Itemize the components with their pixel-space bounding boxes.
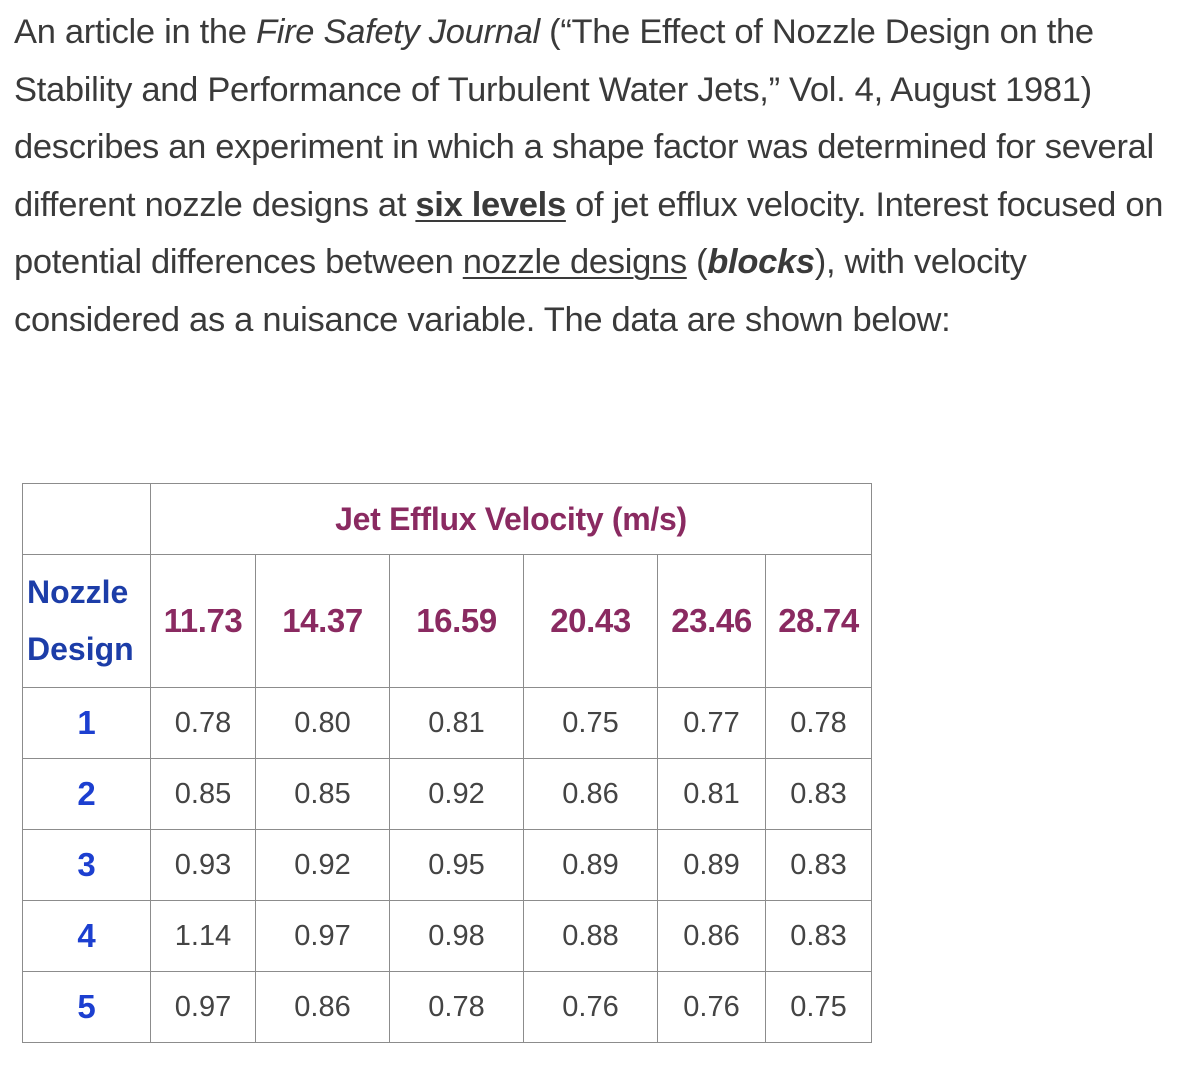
nozzle-design-label: 1 (23, 688, 151, 759)
problem-paragraph (14, 4, 1189, 350)
text-segment-5: ), with velocity considered as a nuisance variable. The data are shown below: (14, 243, 1027, 339)
table-cell: 0.89 (524, 830, 658, 901)
nozzle-designs-emphasis: nozzle designs (462, 243, 687, 282)
nozzle-header-line2: Design (27, 631, 134, 667)
table-cell: 0.83 (766, 901, 872, 972)
text-segment-4: ( (686, 243, 708, 282)
table-cell: 0.97 (151, 972, 256, 1043)
table-cell: 0.75 (524, 688, 658, 759)
empty-corner-cell (23, 484, 151, 555)
table-cell: 0.76 (658, 972, 766, 1043)
table-cell: 0.92 (256, 830, 390, 901)
nozzle-design-label: 3 (23, 830, 151, 901)
table-cell: 0.86 (524, 759, 658, 830)
text-segment-1: An article in the (14, 13, 256, 51)
nozzle-design-label: 5 (23, 972, 151, 1043)
table-cell: 0.85 (256, 759, 390, 830)
table-cell: 0.86 (256, 972, 390, 1043)
table-cell: 0.81 (390, 688, 524, 759)
table-header-row (23, 555, 872, 688)
data-table (22, 483, 872, 1043)
table-title-row (23, 484, 872, 555)
table-cell: 0.81 (658, 759, 766, 830)
table-row (23, 830, 872, 901)
table-cell: 0.98 (390, 901, 524, 972)
table-cell: 0.78 (390, 972, 524, 1043)
blocks-emphasis: blocks (707, 243, 815, 282)
nozzle-header-line1: Nozzle (27, 574, 129, 610)
table-cell: 0.97 (256, 901, 390, 972)
text-segment-3: of jet efflux velocity. Interest focused on potential differences between (14, 185, 1164, 282)
velocity-header: 23.46 (658, 555, 766, 688)
velocity-header: 14.37 (256, 555, 390, 688)
table-cell: 0.89 (658, 830, 766, 901)
table-cell: 0.80 (256, 688, 390, 759)
velocity-header: 28.74 (766, 555, 872, 688)
table-row (23, 759, 872, 830)
velocity-header: 16.59 (390, 555, 524, 688)
table-title: Jet Efflux Velocity (m/s) (151, 484, 872, 555)
table-cell: 0.95 (390, 830, 524, 901)
text-segment-2: (“The Effect of Nozzle Design on the Stability and Performance of Turbulent Water Jets,” Vol. 4, August 1981) describes an experiment in which a shape factor was determined for several different nozzle designs at (14, 13, 1154, 224)
table-cell: 1.14 (151, 901, 256, 972)
table-cell: 0.78 (151, 688, 256, 759)
table-row (23, 901, 872, 972)
table-cell: 0.83 (766, 830, 872, 901)
table-cell: 0.83 (766, 759, 872, 830)
table-row (23, 972, 872, 1043)
nozzle-design-label: 4 (23, 901, 151, 972)
table-cell: 0.77 (658, 688, 766, 759)
table-cell: 0.88 (524, 901, 658, 972)
velocity-header: 20.43 (524, 555, 658, 688)
six-levels-emphasis: six levels (415, 185, 566, 224)
table-cell: 0.86 (658, 901, 766, 972)
table-cell: 0.85 (151, 759, 256, 830)
table-cell: 0.92 (390, 759, 524, 830)
table-cell: 0.76 (524, 972, 658, 1043)
table-cell: 0.75 (766, 972, 872, 1043)
velocity-header: 11.73 (151, 555, 256, 688)
table-cell: 0.78 (766, 688, 872, 759)
journal-name: Fire Safety Journal (255, 13, 540, 51)
table-cell: 0.93 (151, 830, 256, 901)
nozzle-design-label: 2 (23, 759, 151, 830)
table-row (23, 688, 872, 759)
nozzle-design-header (23, 555, 151, 688)
